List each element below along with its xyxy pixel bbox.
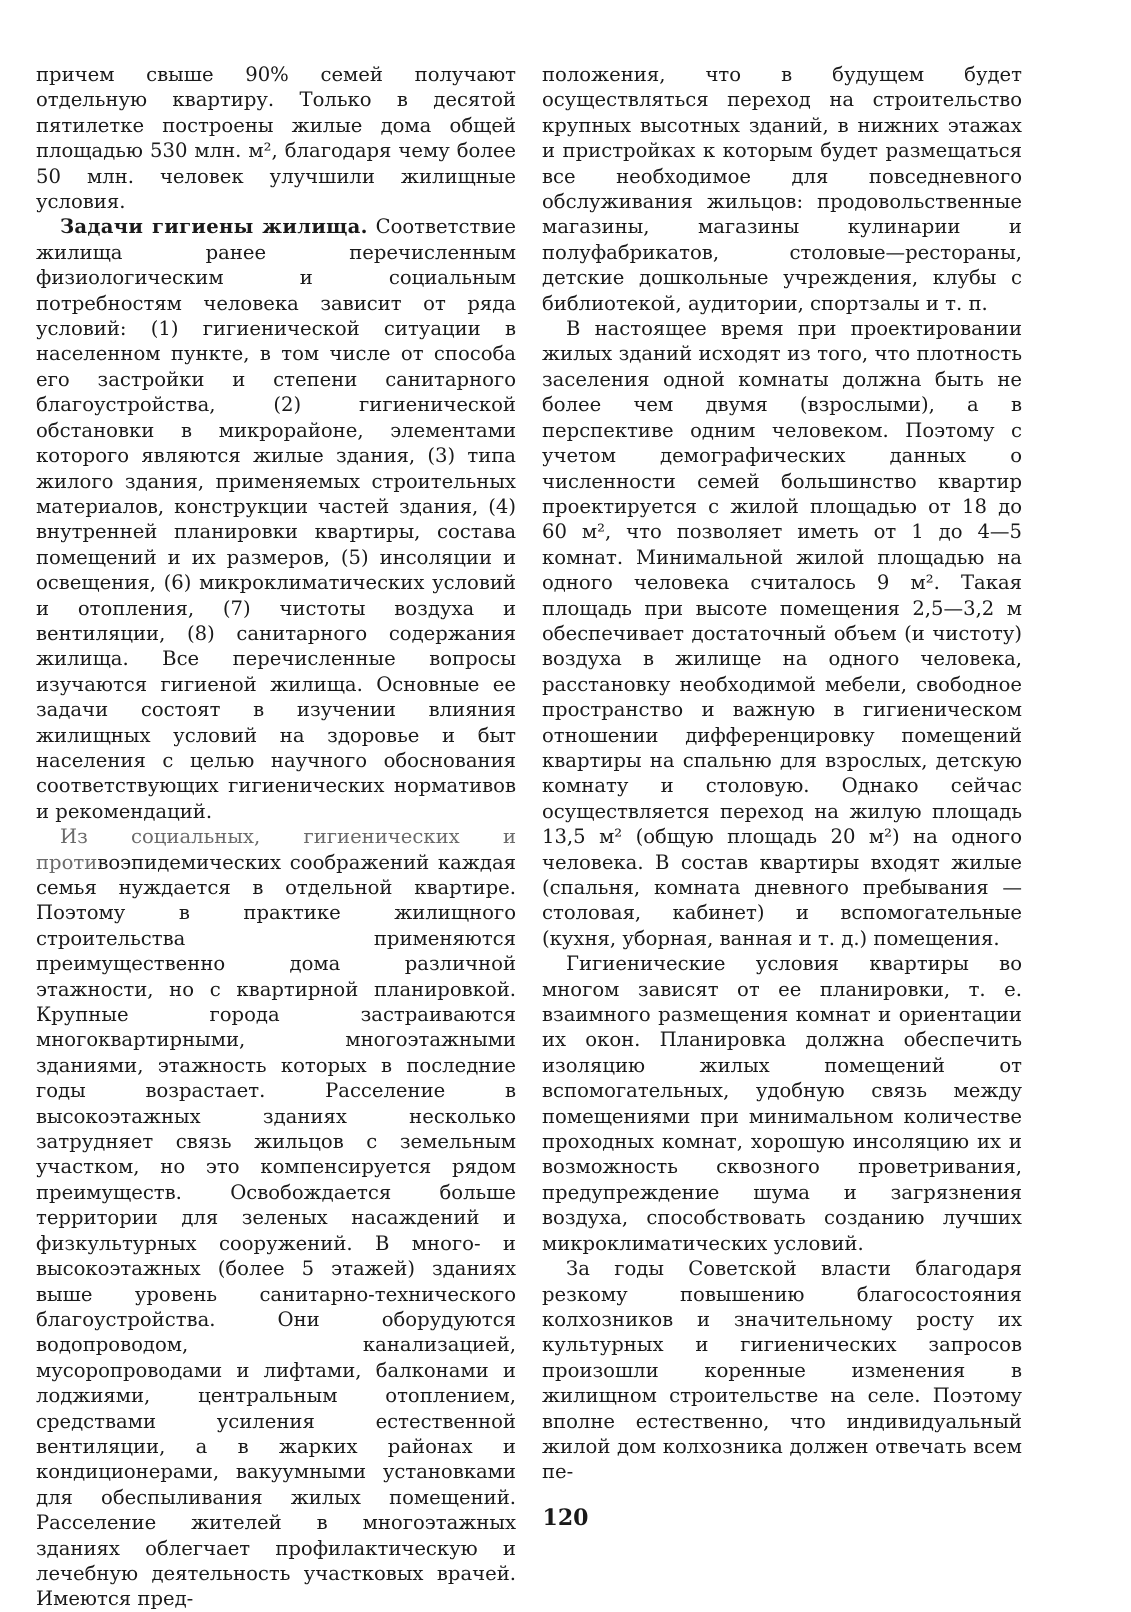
page-number: 120 — [542, 1505, 589, 1531]
paragraph-2: Задачи гигиены жилища. Соответствие жилища ранее перечисленным физиологическим и социальным потребностям человека зависит от ряда условий: (1) гигиенической ситуации в населенном пункте, в том числе от способа его застройки и степени санитарного благоустройства, (2) гигиенической обстановки в микрорайоне, элементами которого являются жилые здания, (3) типа жилого здания, применяемых строительных материалов, конструкции частей здания, (4) внутренней планировки квартиры, состава помещений и их размеров, (5) инсоляции и освещения, (6) микроклиматических условий и отопления, (7) чистоты воздуха и вентиляции, (8) санитарного содержания жилища. Все перечисленные вопросы изучаются гигиеной жилища. Основные ее задачи состоят в изучении влияния жилищных условий на здоровье и быт населения с целью научного обоснования соответствующих гигиенических нормативов и рекомендаций. — [36, 215, 516, 823]
paragraph-1: причем свыше 90% семей получают отдельную квартиру. Только в десятой пятилетке построены жилые дома общей площадью 530 млн. м², благодаря чему более 50 млн. человек улучшили жилищные условия. — [36, 63, 516, 214]
section-heading: Задачи гигиены жилища. — [60, 215, 368, 239]
paragraph-5: В настоящее время при проектировании жилых зданий исходят из того, что плотность заселения одной комнаты должна быть не более чем двумя (взрослыми), а в перспективе одним человеком. Поэтому с учетом демографических данных о численности семей большинство квартир проектируется с жилой площадью от 18 до 60 м², что позволяет иметь от 1 до 4—5 комнат. Минимальной жилой площадью на одного человека считалось 9 м². Такая площадь при высоте помещения 2,5—3,2 м обеспечивает достаточный объем (и чистоту) воздуха в жилище на одного человека, расстановку необходимой мебели, свободное пространство и важную в гигиеническом отношении дифференцировку помещений квартиры на спальню для взрослых, детскую комнату и столовую. Однако сейчас осуществляется переход на жилую площадь 13,5 м² (общую площадь 20 м²) на одного человека. В состав квартиры входят жилые (спальня, комната дневного пребывания — столовая, кабинет) и вспомогательные (кухня, уборная, ванная и т. д.) помещения. — [542, 317, 1022, 950]
paragraph-7: За годы Советской власти благодаря резкому повышению благосостояния колхозников и значительному росту их культурных и гигиенических запросов произошли коренные изменения в жилищном строительстве на селе. Поэтому вполне естественно, что индивидуальный жилой дом колхозника должен отвечать всем пе- — [542, 1257, 1022, 1484]
right-column — [542, 62, 1022, 1485]
paragraph-4: положения, что в будущем будет осуществляться переход на строительство крупных высотных зданий, в нижних этажах и пристройках к которым будет размещаться все необходимое для повседневного обслуживания жильцов: продовольственные магазины, магазины кулинарии и полуфабрикатов, столовые—рестораны, детские дошкольные учреждения, клубы с библиотекой, аудитории, спортзалы и т. п. — [542, 63, 1022, 315]
paragraph-3: Из социальных, гигиенических и противоэпидемических соображений каждая семья нуждается в отдельной квартире. Поэтому в практике жилищного строительства применяются преимущественно дома различной этажности, но с квартирной планировкой. Крупные города застраиваются многоквартирными, многоэтажными зданиями, этажность которых в последние годы возрастает. Расселение в высокоэтажных зданиях несколько затрудняет связь жильцов с земельным участком, но это компенсируется рядом преимуществ. Освобождается больше территории для зеленых насаждений и физкультурных сооружений. В много- и высокоэтажных (более 5 этажей) зданиях выше уровень санитарно-технического благоустройства. Они оборудуются водопроводом, канализацией, мусоропроводами и лифтами, балконами и лоджиями, центральным отоплением, средствами усиления естественной вентиляции, а в жарких районах и кондиционерами, вакуумными установками для обеспыливания жилых помещений. Расселение жителей в многоэтажных зданиях облегчает профилактическую и лечебную деятельность участковых врачей. Имеются пред- — [36, 825, 516, 1611]
faded-line: Из социальных, гигиенических и проти — [36, 825, 516, 874]
left-column — [36, 62, 516, 1612]
paragraph-6: Гигиенические условия квартиры во многом зависят от ее планировки, т. е. взаимного размещения комнат и ориентации их окон. Планировка должна обеспечить изоляцию жилых помещений от вспомогательных, удобную связь между помещениями при минимальном количестве проходных комнат, хорошую инсоляцию их и возможность сквозного проветривания, предупреждение шума и загрязнения воздуха, способствовать созданию лучших микроклиматических условий. — [542, 952, 1022, 1255]
